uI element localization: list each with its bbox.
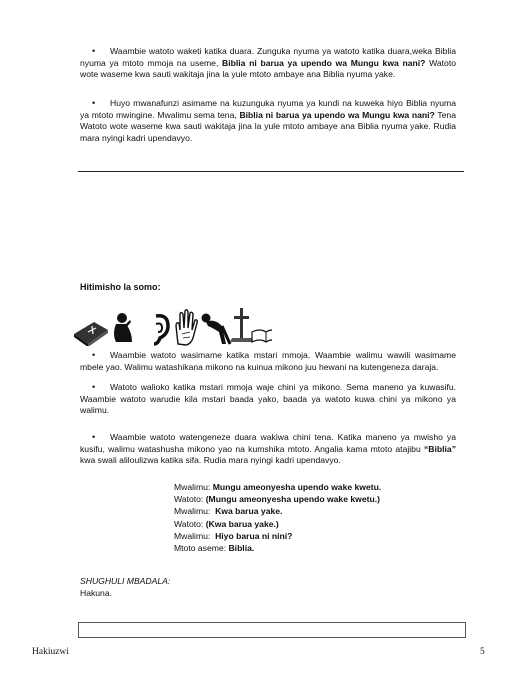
dialog-line [174,481,381,493]
paragraph-text: Waambie watoto waketi katika duara. Zunguka nyuma ya watoto katika duara,weka Biblia nyuma ya mtoto mmoja na useme, [80,46,456,68]
bullet-marker: • [92,432,96,442]
paragraph-text: Huyo mwanafunzi asimame na kuzunguka nyuma ya kundi na kuweka hiyo Biblia nyuma ya mtoto mwingine. Mwalimu sema tena, [80,98,456,120]
paragraph-text: “Biblia” [424,443,456,454]
dialog-line [174,518,381,530]
dialog-line [174,493,381,505]
paragraph-text: Watoto walioko katika mstari mmoja waje chini ya mikono. Sema maneno ya kuwasifu. Waambie watoto warudie kila mstari baada yako, baada ya watoto kuwa chini ya mikono ya walimu. [80,382,456,416]
footer-left: Hakiuzwi [32,647,69,657]
dialog-speaker: Mwalimu [174,506,208,517]
dialog-line [174,530,381,542]
paragraph-praise-words [80,382,456,417]
extra-activity-heading: SHUGHULI MBADALA: [80,576,171,586]
bowing-person-icon [202,314,231,345]
paragraph-text: Waambie watoto watengeneze duara wakiwa chini tena. Katika maneno ya mwisho ya kusifu, walimu watashusha mikono yao na kumshika mtoto. Angalia kama mtoto atajibu [80,432,456,454]
open-book-icon [252,330,272,342]
paragraph-text: kwa swali aliloulizwa katika sifa. Rudia mara nyingi kadri upendavyo. [80,455,341,466]
paragraph-text: Biblia ni barua ya upendo wa Mungu kwa nani? [239,109,435,120]
paragraph-text: Watoto wote waseme kwa sauti wakitaja jina la yule mtoto ambaye ana Biblia nyuma yake. [80,57,456,80]
paragraph-student-walk [80,98,456,144]
hand-icon [176,310,197,345]
dialog-text: Biblia. [228,543,255,554]
praying-person-icon [114,313,132,342]
dialog-speaker: Mtoto aseme [174,543,224,554]
dialog-text: Hiyo barua ni nini? [215,530,293,541]
section-heading: Hitimisho la somo: [80,282,161,292]
dialog-separator: : [207,530,216,541]
empty-bordered-box [78,622,466,638]
page-number: 5 [480,647,485,657]
bullet-marker: • [92,350,96,360]
cross-icon [230,308,254,342]
dialog-speaker: Watoto [174,518,201,529]
dialog-separator: : [207,506,216,517]
horizontal-rule [78,171,464,172]
paragraph-line-bridge [80,350,456,373]
dialog-separator: : [207,482,213,492]
dialog-separator: : [200,518,206,529]
dialog-text: (Kwa barua yake.) [205,518,279,529]
dialog-text: (Mungu ameonyesha upendo wake kwetu.) [205,494,380,505]
dialog-speaker: Watoto [174,494,201,505]
paragraph-text: Biblia ni barua ya upendo wa Mungu kwa nani? [222,57,426,68]
paragraph-bible-circle [80,46,456,81]
dialog-text: Kwa barua yake. [215,506,283,517]
call-response-dialog [174,481,381,554]
bullet-marker: • [92,382,96,392]
dialog-separator: : [223,543,229,554]
paragraph-circle-answer [80,432,456,467]
dialog-speaker: Mwalimu [174,482,208,492]
bible-icon [74,322,108,346]
dialog-text: Mungu ameonyesha upendo wake kwetu. [212,482,382,492]
dialog-separator: : [200,494,206,505]
paragraph-text: Tena Watoto wote waseme kwa sauti wakitaja jina la yule mtoto ambaye ana Biblia nyuma yake. Rudia mara nyingi kadri upendavyo. [80,109,456,143]
activity-icons-strip [72,306,272,346]
dialog-speaker: Mwalimu [174,530,208,541]
dialog-line [174,542,381,554]
ear-icon [154,316,168,344]
paragraph-text: Waambie watoto wasimame katika mstari mmoja. Waambie walimu wawili wasimame mbele yao. Walimu watashikana mikono na kuinua mikono juu hewani na kutengeneza daraja. [80,350,456,372]
dialog-line [174,505,381,517]
extra-activity-body: Hakuna. [80,588,113,598]
bullet-marker: • [92,46,96,56]
bullet-marker: • [92,98,96,108]
